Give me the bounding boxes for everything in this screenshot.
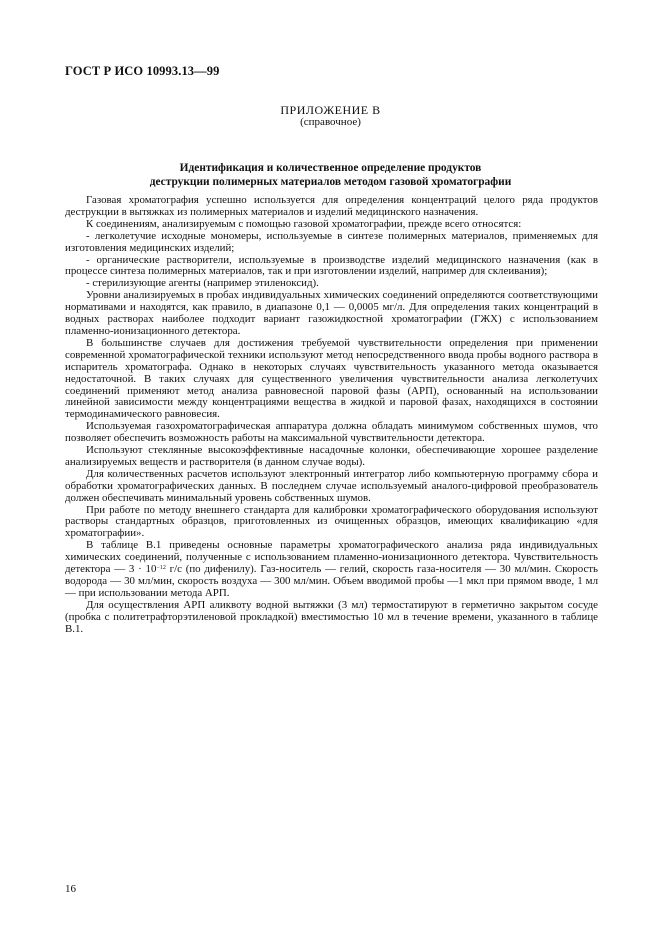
paragraph: При работе по методу внешнего стандарта для калибровки хроматографического оборудования используют растворы стандартных образцов, приготовленных из очищенных образцов, имеющих квалификацию «для хроматографии». <box>65 503 598 540</box>
paragraph: - стерилизующие агенты (например этиленоксид). <box>86 277 319 290</box>
paragraph: Газовая хроматография успешно используется для определения концентраций целого ряда продуктов деструкции в вытяжках из полимерных материалов и изделий медицинского назначения. <box>65 194 598 218</box>
sensitivity-exponent: −12 <box>156 565 166 572</box>
paragraph: Для осуществления АРП аликвоту водной вытяжки (3 мл) термостатируют в герметично закрытом сосуде (пробка с политетрафторэтиленовой прокладкой) вместимостью 10 мл в течение времени, указанного в таблице В.1. <box>65 598 598 635</box>
parameters-text-before: В таблице В.1 приведены основные параметры хроматографического анализа ряда индивидуальных химических соединений, полученные с использованием пламенно-ионизационного детектора. Чувствительность детектора — 3 · 10 <box>65 539 598 576</box>
appendix-label: ПРИЛОЖЕНИЕ В <box>280 103 381 117</box>
paragraph: К соединениям, анализируемым с помощью газовой хроматографии, прежде всего относятся: <box>86 217 522 230</box>
document-code: ГОСТ Р ИСО 10993.13—99 <box>65 64 220 78</box>
paragraph: Используют стеклянные высокоэффективные насадочные колонки, обеспечивающие хорошее разделение анализируемых веществ и растворителя (в данном случае воды). <box>65 444 598 468</box>
paragraph: Используемая газохроматографическая аппаратура должна обладать минимумом собственных шумов, что позволяет обеспечить возможность работы на максимальной чувствительности детектора. <box>65 420 598 445</box>
page-number: 16 <box>65 883 76 895</box>
section-title <box>0 161 661 189</box>
section-title-line-1: Идентификация и количественное определение продуктов <box>179 162 482 174</box>
parameters-text-after: г/с (по дифенилу). Газ-носитель — гелий, скорость газа-носителя — 30 мл/мин. Скорость водорода — 30 мл/мин, скорость воздуха — 300 мл/мин. Объем вводимой пробы —1 мкл при прямом вводе, 1 мл — при использовании метода АРП. <box>65 563 599 599</box>
section-title-line-2: деструкции полимерных материалов методом газовой хроматографии <box>149 176 512 188</box>
paragraph-parameters <box>65 540 598 600</box>
paragraph: Уровни анализируемых в пробах индивидуальных химических соединений определяются соответствующими нормативами и находятся, как правило, в диапазоне 0,1 — 0,0005 мг/л. Для определения таких концентраций в водных растворах наиболее подходит вариант газожидкостной хроматографии (ГЖХ) с использованием пламенно-ионизационного детектора. <box>65 289 598 337</box>
paragraph: - органические растворители, используемые в производстве изделий медицинского назначения (как в процессе синтеза полимерных материалов, так и при изготовлении изделий, например для склеивания); <box>65 253 598 278</box>
paragraph: - легколетучие исходные мономеры, используемые в синтезе полимерных материалов, применяемых для изготовления медицинских изделий; <box>65 229 598 254</box>
appendix-note: (справочное) <box>300 116 361 128</box>
paragraph: Для количественных расчетов используют электронный интегратор либо компьютерную программу сбора и обработки хроматографических данных. В последнем случае используемый аналого-цифровой преобразователь должен обеспечивать минимальный уровень собственных шумов. <box>65 467 598 504</box>
paragraph: В большинстве случаев для достижения требуемой чувствительности определения при применении современной хроматографической техники используют метод непосредственного ввода пробы водного раствора в испаритель хроматографа. Однако в некоторых случаях чувствительность указанного метода оказывается недостаточной. В таких случаях для существенного увеличения чувствительности анализа легколетучих соединений применяют метод анализа равновесной паровой фазы (АРП), основанный на использовании линейной зависимости между концентрациями вещества в жидкой и паровой фазах, находящихся в состоянии термодинамического равновесия. <box>65 336 598 421</box>
body-text <box>65 195 598 636</box>
